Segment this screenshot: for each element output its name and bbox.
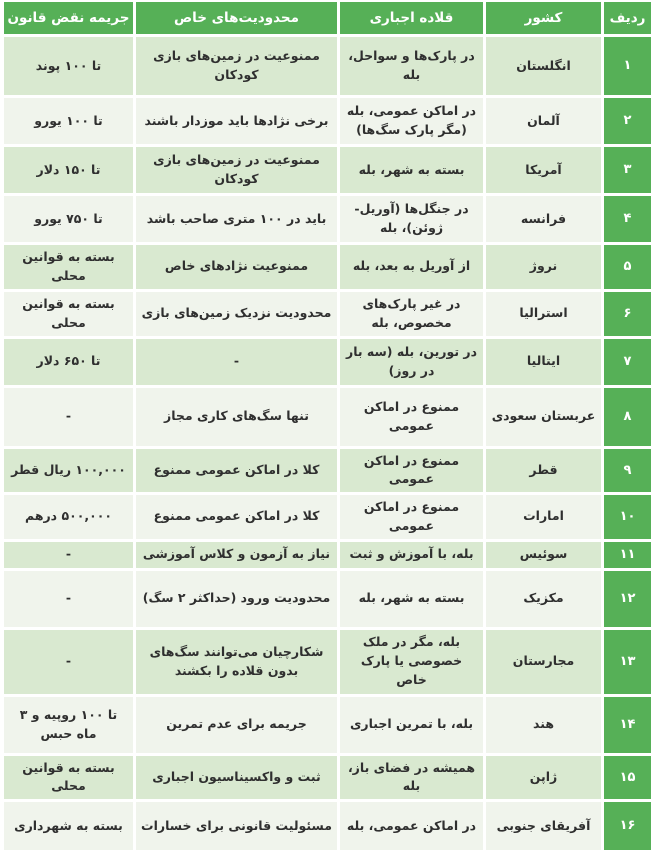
restrictions-cell: ممنوعیت نژادهای خاص bbox=[136, 245, 337, 289]
leash-cell: بله، با آموزش و ثبت bbox=[340, 542, 483, 568]
header-country: کشور bbox=[486, 2, 601, 34]
restrictions-cell: شکارچیان می‌توانند سگ‌های بدون قلاده را بکشند bbox=[136, 630, 337, 694]
table-row bbox=[4, 802, 651, 850]
leash-cell: در جنگل‌ها (آوریل-ژوئن)، بله bbox=[340, 196, 483, 242]
country-cell: هند bbox=[486, 697, 601, 753]
fine-cell: تا ۱۰۰ پوند bbox=[4, 37, 133, 95]
table-row bbox=[4, 98, 651, 144]
row-number-cell: ۸ bbox=[604, 388, 651, 446]
leash-cell: در تورین، بله (سه بار در روز) bbox=[340, 339, 483, 385]
country-cell: آفریقای جنوبی bbox=[486, 802, 601, 850]
fine-cell: - bbox=[4, 630, 133, 694]
restrictions-cell: باید در ۱۰۰ متری صاحب باشد bbox=[136, 196, 337, 242]
table-row bbox=[4, 196, 651, 242]
row-number-cell: ۱۳ bbox=[604, 630, 651, 694]
leash-cell: بله، مگر در ملک خصوصی یا پارک خاص bbox=[340, 630, 483, 694]
fine-cell: بسته به قوانین محلی bbox=[4, 245, 133, 289]
row-number-cell: ۵ bbox=[604, 245, 651, 289]
fine-cell: - bbox=[4, 542, 133, 568]
fine-cell: تا ۱۵۰ دلار bbox=[4, 147, 133, 193]
table-header bbox=[4, 2, 651, 34]
row-number-cell: ۳ bbox=[604, 147, 651, 193]
table-row bbox=[4, 542, 651, 568]
table-row bbox=[4, 339, 651, 385]
table-row bbox=[4, 630, 651, 694]
leash-cell: ممنوع در اماکن عمومی bbox=[340, 495, 483, 539]
restrictions-cell: کلا در اماکن عمومی ممنوع bbox=[136, 449, 337, 493]
table-row bbox=[4, 571, 651, 627]
fine-cell: - bbox=[4, 388, 133, 446]
restrictions-cell: کلا در اماکن عمومی ممنوع bbox=[136, 495, 337, 539]
leash-cell: ممنوع در اماکن عمومی bbox=[340, 388, 483, 446]
fine-cell: بسته به قوانین محلی bbox=[4, 756, 133, 800]
fine-cell: بسته به شهرداری bbox=[4, 802, 133, 850]
header-row-number: ردیف bbox=[604, 2, 651, 34]
header-row bbox=[4, 2, 651, 34]
country-cell: مکزیک bbox=[486, 571, 601, 627]
leash-cell: بسته به شهر، بله bbox=[340, 147, 483, 193]
row-number-cell: ۱۴ bbox=[604, 697, 651, 753]
country-cell: فرانسه bbox=[486, 196, 601, 242]
row-number-cell: ۱۲ bbox=[604, 571, 651, 627]
leash-cell: در پارک‌ها و سواحل، بله bbox=[340, 37, 483, 95]
fine-cell: تا ۱۰۰ یورو bbox=[4, 98, 133, 144]
row-number-cell: ۶ bbox=[604, 292, 651, 336]
table-row bbox=[4, 388, 651, 446]
leash-cell: در اماکن عمومی، بله (مگر پارک سگ‌ها) bbox=[340, 98, 483, 144]
table-row bbox=[4, 245, 651, 289]
fine-cell: ۱۰۰,۰۰۰ ریال قطر bbox=[4, 449, 133, 493]
dog-leash-law-table bbox=[1, 0, 653, 853]
country-cell: آمریکا bbox=[486, 147, 601, 193]
table-row bbox=[4, 495, 651, 539]
table-row bbox=[4, 697, 651, 753]
restrictions-cell: مسئولیت قانونی برای خسارات bbox=[136, 802, 337, 850]
table-row bbox=[4, 37, 651, 95]
fine-cell: تا ۱۰۰ روپیه و ۳ ماه حبس bbox=[4, 697, 133, 753]
row-number-cell: ۷ bbox=[604, 339, 651, 385]
leash-cell: بله، با تمرین اجباری bbox=[340, 697, 483, 753]
country-cell: انگلستان bbox=[486, 37, 601, 95]
table-row bbox=[4, 449, 651, 493]
restrictions-cell: ثبت و واکسیناسیون اجباری bbox=[136, 756, 337, 800]
restrictions-cell: جریمه برای عدم تمرین bbox=[136, 697, 337, 753]
country-cell: ایتالیا bbox=[486, 339, 601, 385]
restrictions-cell: محدودیت ورود (حداکثر ۲ سگ) bbox=[136, 571, 337, 627]
table-row bbox=[4, 147, 651, 193]
country-cell: ژاپن bbox=[486, 756, 601, 800]
leash-cell: از آوریل به بعد، بله bbox=[340, 245, 483, 289]
country-cell: نروژ bbox=[486, 245, 601, 289]
header-leash-mandatory: قلاده اجباری bbox=[340, 2, 483, 34]
leash-cell: در اماکن عمومی، بله bbox=[340, 802, 483, 850]
header-violation-fine: جریمه نقض قانون bbox=[4, 2, 133, 34]
row-number-cell: ۱۱ bbox=[604, 542, 651, 568]
fine-cell: بسته به قوانین محلی bbox=[4, 292, 133, 336]
restrictions-cell: ممنوعیت در زمین‌های بازی کودکان bbox=[136, 37, 337, 95]
row-number-cell: ۲ bbox=[604, 98, 651, 144]
leash-cell: در غیر پارک‌های مخصوص، بله bbox=[340, 292, 483, 336]
leash-cell: ممنوع در اماکن عمومی bbox=[340, 449, 483, 493]
header-special-restrictions: محدودیت‌های خاص bbox=[136, 2, 337, 34]
country-cell: مجارستان bbox=[486, 630, 601, 694]
country-cell: استرالیا bbox=[486, 292, 601, 336]
restrictions-cell: نیاز به آزمون و کلاس آموزشی bbox=[136, 542, 337, 568]
row-number-cell: ۱۶ bbox=[604, 802, 651, 850]
restrictions-cell: برخی نژادها باید موزدار باشند bbox=[136, 98, 337, 144]
row-number-cell: ۱۰ bbox=[604, 495, 651, 539]
country-cell: قطر bbox=[486, 449, 601, 493]
row-number-cell: ۱۵ bbox=[604, 756, 651, 800]
country-cell: عربستان سعودی bbox=[486, 388, 601, 446]
restrictions-cell: - bbox=[136, 339, 337, 385]
country-cell: سوئیس bbox=[486, 542, 601, 568]
row-number-cell: ۱ bbox=[604, 37, 651, 95]
table-body bbox=[4, 37, 651, 850]
row-number-cell: ۴ bbox=[604, 196, 651, 242]
row-number-cell: ۹ bbox=[604, 449, 651, 493]
restrictions-cell: محدودیت نزدیک زمین‌های بازی bbox=[136, 292, 337, 336]
country-cell: آلمان bbox=[486, 98, 601, 144]
table-row bbox=[4, 756, 651, 800]
table-row bbox=[4, 292, 651, 336]
fine-cell: ۵۰۰,۰۰۰ درهم bbox=[4, 495, 133, 539]
restrictions-cell: ممنوعیت در زمین‌های بازی کودکان bbox=[136, 147, 337, 193]
country-cell: امارات bbox=[486, 495, 601, 539]
fine-cell: تا ۷۵۰ یورو bbox=[4, 196, 133, 242]
fine-cell: - bbox=[4, 571, 133, 627]
leash-cell: همیشه در فضای باز، بله bbox=[340, 756, 483, 800]
fine-cell: تا ۶۵۰ دلار bbox=[4, 339, 133, 385]
leash-cell: بسته به شهر، بله bbox=[340, 571, 483, 627]
restrictions-cell: تنها سگ‌های کاری مجاز bbox=[136, 388, 337, 446]
